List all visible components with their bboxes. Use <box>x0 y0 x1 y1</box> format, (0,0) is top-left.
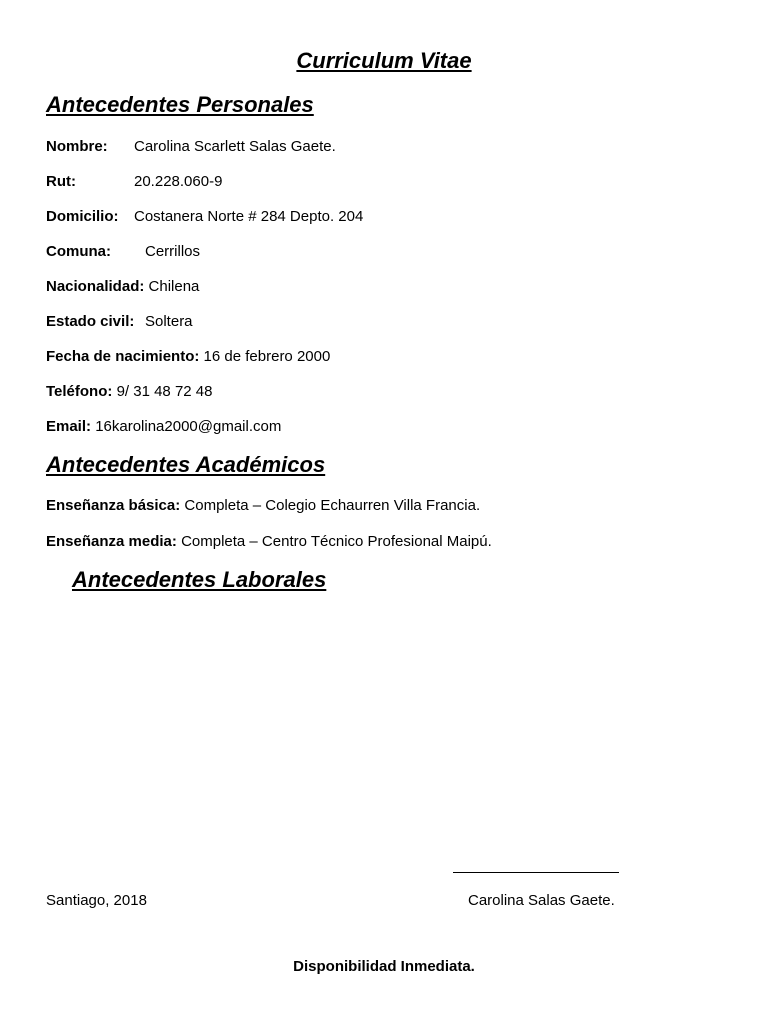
field-value: Costanera Norte # 284 Depto. 204 <box>134 208 364 225</box>
field-nacionalidad <box>46 277 199 297</box>
signature-line <box>453 872 619 873</box>
field-ensenanza-media <box>46 532 492 552</box>
academic-heading: Antecedentes Académicos <box>46 452 326 477</box>
signature-name: Carolina Salas Gaete. <box>468 892 615 909</box>
field-label: Estado civil: <box>46 313 135 330</box>
work-heading: Antecedentes Laborales <box>72 567 327 592</box>
field-domicilio <box>46 207 363 227</box>
field-label: Comuna: <box>46 243 111 260</box>
field-label: Rut: <box>46 173 76 190</box>
field-nombre <box>46 137 336 157</box>
place-date: Santiago, 2018 <box>46 892 147 909</box>
document-title: Curriculum Vitae <box>296 48 472 73</box>
field-label: Email: <box>46 418 92 435</box>
field-fecha-nacimiento <box>46 347 330 367</box>
field-email <box>46 417 281 437</box>
field-comuna <box>46 242 200 262</box>
field-value: Carolina Scarlett Salas Gaete. <box>134 138 336 155</box>
field-rut <box>46 172 222 192</box>
field-label: Nombre: <box>46 138 108 155</box>
field-label: Nacionalidad: <box>46 278 145 295</box>
field-estado-civil <box>46 312 193 332</box>
personal-heading: Antecedentes Personales <box>46 92 314 117</box>
field-label: Enseñanza media: <box>46 533 177 550</box>
field-value: Soltera <box>145 313 193 330</box>
field-value: Completa – Centro Técnico Profesional Maipú. <box>181 533 492 550</box>
field-label: Domicilio: <box>46 208 119 225</box>
availability-note: Disponibilidad Inmediata. <box>293 958 475 975</box>
field-label: Enseñanza básica: <box>46 497 181 514</box>
field-value: 16 de febrero 2000 <box>203 348 331 365</box>
field-value: 20.228.060-9 <box>134 173 223 190</box>
field-value: 16karolina2000@gmail.com <box>95 418 282 435</box>
field-value: Cerrillos <box>145 243 201 260</box>
field-value: Chilena <box>148 278 200 295</box>
field-value: Completa – Colegio Echaurren Villa Francia. <box>184 497 481 514</box>
field-label: Teléfono: <box>46 383 113 400</box>
field-label: Fecha de nacimiento: <box>46 348 200 365</box>
field-telefono <box>46 382 212 402</box>
field-ensenanza-basica <box>46 496 480 516</box>
field-value: 9/ 31 48 72 48 <box>116 383 213 400</box>
